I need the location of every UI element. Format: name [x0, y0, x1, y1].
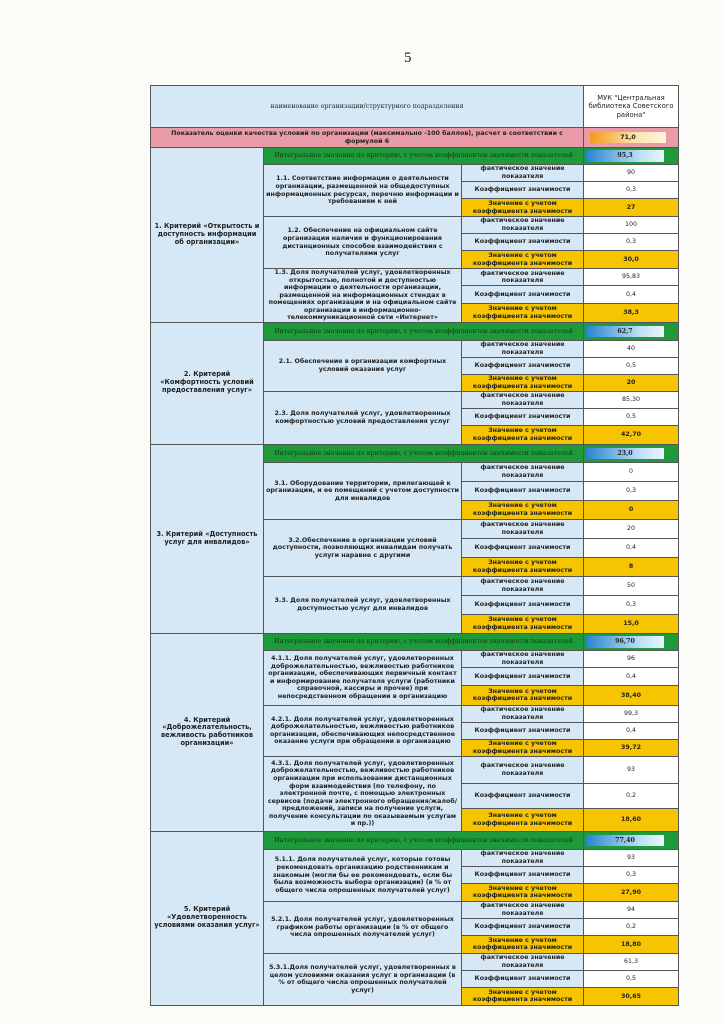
row-label-coef: Коэффициент значимости [462, 595, 584, 614]
value-actual: 96 [584, 650, 679, 667]
integral-value: 23,0 [586, 448, 664, 460]
total-label: Показатель оценки качества условий по организации (максимально -100 баллов), расчет в соответствии с формулой 6 [151, 128, 584, 148]
value-weighted: 0 [584, 500, 679, 519]
org-label: наименование организации/структурного подразделения [151, 86, 584, 128]
row-label-coef: Коэффициент значимости [462, 918, 584, 935]
integral-row [151, 322, 679, 340]
row-label-actual: фактическое значение показателя [462, 217, 584, 234]
row-label-weighted: Значение с учетом коэффициента значимости [462, 808, 584, 831]
integral-label: Интегральное значение по критерию, с учетом коэффициентов значимости показателей [264, 322, 584, 340]
row-label-weighted: Значение с учетом коэффициента значимости [462, 425, 584, 444]
value-actual: 93 [584, 756, 679, 783]
value-actual: 61,3 [584, 953, 679, 970]
page-number: 5 [404, 50, 412, 66]
row-label-actual: фактическое значение показателя [462, 391, 584, 408]
value-coef: 0,5 [584, 408, 679, 425]
org-name: МУК "Центральная библиотека Советского района" [584, 86, 679, 128]
row-label-actual: фактическое значение показателя [462, 953, 584, 970]
integral-value: 96,70 [586, 636, 664, 648]
integral-label: Интегральное значение по критерию, с учетом коэффициентов значимости показателей [264, 148, 584, 165]
row-label-actual: фактическое значение показателя [462, 519, 584, 538]
indicator-name: 1.2. Обеспечение на официальном сайте организации наличия и функционирования дистанционных способов взаимодействия с получателями услуг [264, 217, 462, 269]
value-actual: 90 [584, 165, 679, 182]
value-weighted: 15,0 [584, 614, 679, 633]
value-actual: 93 [584, 849, 679, 866]
value-weighted: 38,40 [584, 685, 679, 705]
value-coef: 0,3 [584, 866, 679, 883]
row-label-weighted: Значение с учетом коэффициента значимости [462, 614, 584, 633]
row-label-actual: фактическое значение показателя [462, 165, 584, 182]
value-coef: 0,2 [584, 783, 679, 808]
integral-cell [584, 633, 679, 650]
value-coef: 0,3 [584, 595, 679, 614]
indicator-name: 1.3. Доля получателей услуг, удовлетворенных открытостью, полнотой и доступностью информации о деятельности организации, размещенной на информационных стендах в помещениях организации и на официальном сайте организации в информационно-телекоммуникационной сети «Интернет» [264, 269, 462, 323]
integral-label: Интегральное значение по критерию, с учетом коэффициентов значимости показателей [264, 633, 584, 650]
value-coef: 0,5 [584, 970, 679, 987]
value-coef: 0,4 [584, 286, 679, 303]
value-weighted: 18,60 [584, 808, 679, 831]
value-actual: 0 [584, 462, 679, 481]
row-label-actual: фактическое значение показателя [462, 340, 584, 357]
indicator-name: 3.1. Оборудование территории, прилегающей к организации, и ее помещений с учетом доступности для инвалидов [264, 462, 462, 519]
indicator-name: 3.3. Доля получателей услуг, удовлетворенных доступностью услуг для инвалидов [264, 576, 462, 633]
row-label-coef: Коэффициент значимости [462, 357, 584, 374]
row-label-weighted: Значение с учетом коэффициента значимости [462, 303, 584, 322]
integral-row [151, 444, 679, 462]
value-weighted: 30,65 [584, 987, 679, 1005]
value-actual: 20 [584, 519, 679, 538]
row-label-weighted: Значение с учетом коэффициента значимости [462, 739, 584, 756]
criterion-name: 2. Критерий «Комфортность условий предоставления услуг» [151, 322, 264, 444]
row-label-weighted: Значение с учетом коэффициента значимости [462, 685, 584, 705]
indicator-name: 1.1. Соответствие информации о деятельности организации, размещенной на общедоступных информационных ресурсах, перечню информации и требованиям к ней [264, 165, 462, 217]
integral-value: 62,7 [586, 326, 664, 338]
value-coef: 0,4 [584, 667, 679, 685]
integral-row [151, 831, 679, 849]
value-coef: 0,4 [584, 722, 679, 739]
integral-value: 95,3 [586, 150, 664, 162]
indicator-name: 5.1.1. Доля получателей услуг, которые готовы рекомендовать организацию родственникам и знакомым (могли бы ее рекомендовать, если бы была возможность выбора организации) (в % от общего числа опрошенных получателей услуг) [264, 849, 462, 901]
row-label-coef: Коэффициент значимости [462, 182, 584, 199]
row-label-weighted: Значение с учетом коэффициента значимости [462, 500, 584, 519]
value-actual: 50 [584, 576, 679, 595]
row-label-weighted: Значение с учетом коэффициента значимости [462, 987, 584, 1005]
row-label-actual: фактическое значение показателя [462, 462, 584, 481]
indicator-name: 3.2.Обеспечение в организации условий доступности, позволяющих инвалидам получать услуги наравне с другими [264, 519, 462, 576]
integral-cell [584, 148, 679, 165]
row-label-coef: Коэффициент значимости [462, 481, 584, 500]
value-actual: 100 [584, 217, 679, 234]
criterion-name: 1. Критерий «Открытость и доступность информации об организации» [151, 148, 264, 323]
indicator-name: 5.2.1. Доля получателей услуг, удовлетворенных графиком работы организации (в % от общего числа опрошенных получателей услуг) [264, 901, 462, 953]
row-label-coef: Коэффициент значимости [462, 783, 584, 808]
row-label-actual: фактическое значение показателя [462, 576, 584, 595]
value-coef: 0,2 [584, 918, 679, 935]
quality-assessment-table [150, 85, 679, 1006]
indicator-name: 4.2.1. Доля получателей услуг, удовлетворенных доброжелательностью, вежливостью работников организации, обеспечивающих непосредственное оказание услуги при обращении в организацию [264, 705, 462, 756]
criterion-name: 5. Критерий «Удовлетворенность условиями оказания услуг» [151, 831, 264, 1005]
indicator-name: 4.1.1. Доля получателей услуг, удовлетворенных доброжелательностью, вежливостью работников организации, обеспечивающих первичный контакт и информирование получателя услуги (работники справочной, кассиры и прочее) при непосредственном обращении в организацию [264, 650, 462, 705]
value-actual: 40 [584, 340, 679, 357]
value-weighted: 27 [584, 199, 679, 217]
row-label-weighted: Значение с учетом коэффициента значимости [462, 251, 584, 269]
row-label-coef: Коэффициент значимости [462, 667, 584, 685]
row-label-weighted: Значение с учетом коэффициента значимости [462, 199, 584, 217]
value-weighted: 38,3 [584, 303, 679, 322]
value-coef: 0,5 [584, 357, 679, 374]
row-label-coef: Коэффициент значимости [462, 234, 584, 251]
row-label-coef: Коэффициент значимости [462, 722, 584, 739]
row-label-coef: Коэффициент значимости [462, 286, 584, 303]
row-label-actual: фактическое значение показателя [462, 650, 584, 667]
row-label-actual: фактическое значение показателя [462, 269, 584, 286]
criterion-name: 3. Критерий «Доступность услуг для инвалидов» [151, 444, 264, 633]
row-label-coef: Коэффициент значимости [462, 970, 584, 987]
value-coef: 0,4 [584, 538, 679, 557]
indicator-name: 2.1. Обеспечение в организации комфортных условий оказания услуг [264, 340, 462, 391]
row-label-coef: Коэффициент значимости [462, 538, 584, 557]
value-weighted: 27,90 [584, 883, 679, 901]
row-label-weighted: Значение с учетом коэффициента значимости [462, 935, 584, 953]
row-label-actual: фактическое значение показателя [462, 756, 584, 783]
integral-label: Интегральное значение по критерию, с учетом коэффициентов значимости показателей [264, 831, 584, 849]
indicator-name: 2.3. Доля получателей услуг, удовлетворенных комфортностью условий предоставления услуг [264, 391, 462, 444]
integral-cell [584, 444, 679, 462]
row-label-weighted: Значение с учетом коэффициента значимости [462, 374, 584, 391]
value-weighted: 20 [584, 374, 679, 391]
integral-value: 77,40 [586, 835, 664, 847]
total-row [151, 128, 679, 148]
value-coef: 0,3 [584, 481, 679, 500]
criterion-name: 4. Критерий «Доброжелательность, вежливость работников организации» [151, 633, 264, 831]
value-weighted: 39,72 [584, 739, 679, 756]
value-actual: 85,30 [584, 391, 679, 408]
row-label-actual: фактическое значение показателя [462, 901, 584, 918]
value-weighted: 42,70 [584, 425, 679, 444]
value-actual: 94 [584, 901, 679, 918]
integral-row [151, 148, 679, 165]
value-weighted: 18,80 [584, 935, 679, 953]
header-row [151, 86, 679, 128]
integral-cell [584, 831, 679, 849]
integral-cell [584, 322, 679, 340]
row-label-weighted: Значение с учетом коэффициента значимости [462, 557, 584, 576]
indicator-name: 4.3.1. Доля получателей услуг, удовлетворенных доброжелательностью, вежливостью работников организации при использовании дистанционных форм взаимодействия (по телефону, по электронной почте, с помощью электронных сервисов (подачи электронного обращения/жалоб/предложений, записи на получение услуги, получение консультации по оказываемым услугам и пр.)) [264, 756, 462, 831]
row-label-actual: фактическое значение показателя [462, 849, 584, 866]
value-coef: 0,3 [584, 234, 679, 251]
value-actual: 99,3 [584, 705, 679, 722]
row-label-coef: Коэффициент значимости [462, 408, 584, 425]
integral-label: Интегральное значение по критерию, с учетом коэффициентов значимости показателей [264, 444, 584, 462]
row-label-weighted: Значение с учетом коэффициента значимости [462, 883, 584, 901]
value-weighted: 30,0 [584, 251, 679, 269]
row-label-actual: фактическое значение показателя [462, 705, 584, 722]
value-actual: 95,83 [584, 269, 679, 286]
total-value: 71,0 [590, 132, 666, 144]
value-coef: 0,3 [584, 182, 679, 199]
row-label-coef: Коэффициент значимости [462, 866, 584, 883]
integral-row [151, 633, 679, 650]
indicator-name: 5.3.1.Доля получателей услуг, удовлетворенных в целом условиями оказания услуг в организации (в % от общего числа опрошенных получателей услуг) [264, 953, 462, 1005]
value-weighted: 8 [584, 557, 679, 576]
